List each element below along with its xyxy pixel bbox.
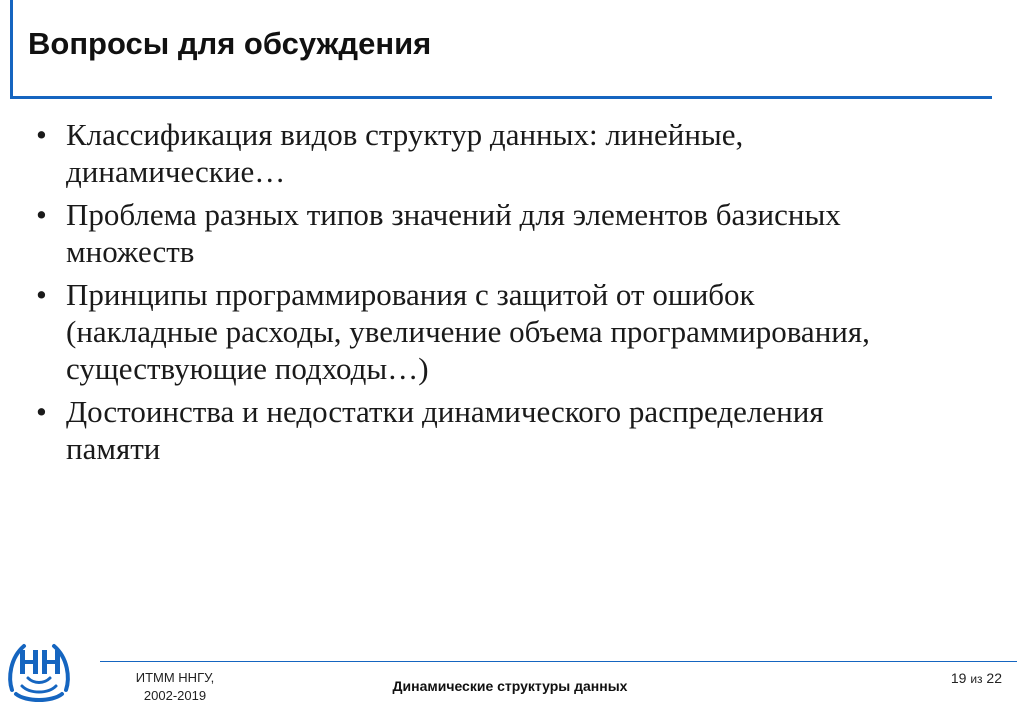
bullet-dot: • <box>36 197 47 232</box>
bullet-text-line: Принципы программирования с защитой от ошибок <box>66 277 755 312</box>
title-accent-bar <box>10 0 13 98</box>
footer-divider <box>100 661 1017 662</box>
bullet-dot: • <box>36 277 47 312</box>
page-separator: из <box>970 672 983 686</box>
bullet-dot: • <box>36 394 47 429</box>
bullet-dot: • <box>36 117 47 152</box>
page-counter <box>951 670 1002 686</box>
bullet-text-line: существующие подходы…) <box>66 351 429 386</box>
footer-course-title: Динамические структуры данных <box>392 678 628 694</box>
title-underline <box>10 96 992 99</box>
bullet-text-line: множеств <box>66 234 195 269</box>
bullet-text-line: (накладные расходы, увеличение объема программирования, <box>66 314 870 349</box>
bullet-text-line: памяти <box>66 431 161 466</box>
footer-organization <box>110 669 240 705</box>
bullet-text-line: Классификация видов структур данных: линейные, <box>66 117 744 152</box>
bullet-item <box>36 276 996 387</box>
page-current: 19 <box>950 670 967 686</box>
bullet-text-line: динамические… <box>66 154 286 189</box>
bullet-text-line: Проблема разных типов значений для элементов базисных <box>66 197 841 232</box>
bullet-item <box>36 196 996 270</box>
bullet-list <box>36 116 996 473</box>
page-total: 22 <box>986 670 1002 686</box>
bullet-text-line: Достоинства и недостатки динамического распределения <box>66 394 824 429</box>
unn-logo-icon <box>2 628 76 704</box>
footer-org-line: ИТММ ННГУ, <box>135 670 215 685</box>
bullet-item <box>36 116 996 190</box>
slide-title: Вопросы для обсуждения <box>28 26 432 61</box>
footer-org-years: 2002-2019 <box>143 688 207 703</box>
bullet-item <box>36 393 996 467</box>
